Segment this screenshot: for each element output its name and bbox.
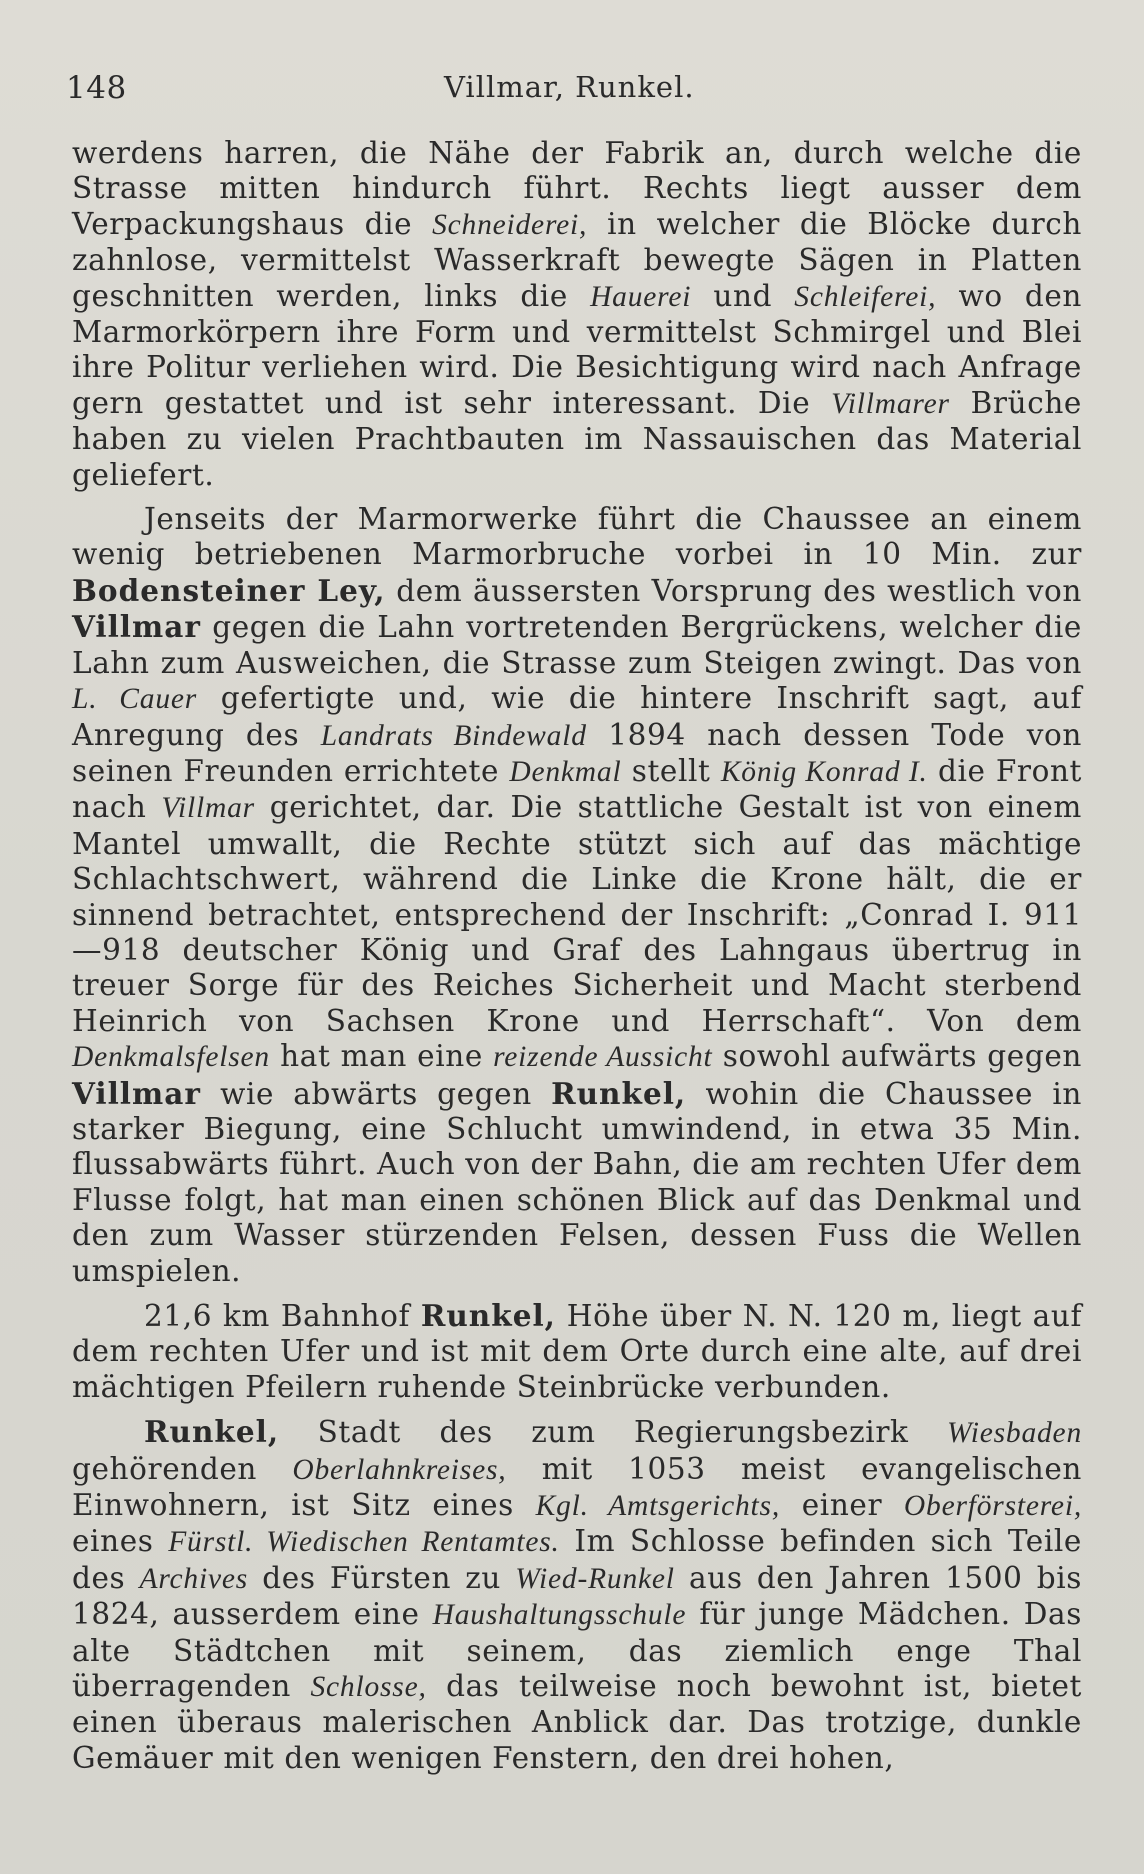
italic-text: Schleiferei, [794, 280, 937, 313]
running-head: Villmar, Runkel. [444, 70, 695, 104]
italic-text: reizende Aussicht [493, 1041, 713, 1074]
italic-text: Landrats Bindewald [320, 719, 587, 752]
paragraph [72, 1298, 1082, 1405]
italic-text: Denkmal [509, 755, 622, 788]
text-run: mit 1053 meist evangelischen Einwohnern, ist Sitz eines [72, 1451, 1082, 1523]
text-run: die Front nach [72, 753, 1083, 825]
text-run: Im Schlosse befinden sich Teile des [72, 1524, 1082, 1595]
text-run: 21,6 km Bahnhof [144, 1299, 421, 1333]
text-run: das teilweise noch bewohnt ist, bietet einen überaus malerischen Anblick dar. Das trotzige, dunkle Gemäuer mit den wenigen Fenstern, den drei hohen, [72, 1669, 1082, 1775]
text-run: wo den Marmorkörpern ihre Form und vermittelst Schmirgel und Blei ihre Politur verliehen wird. Die Besichtigung wird nach Anfrage gern gestattet und ist sehr interessant. Die [72, 278, 1082, 420]
italic-text: Oberförsterei, [903, 1490, 1082, 1523]
paragraph [72, 1414, 1082, 1776]
bold-text: Runkel, [551, 1075, 687, 1111]
text-run: gefertigte und, wie die hintere Inschrift sagt, auf Anregung des [72, 681, 1083, 752]
italic-text: Archives [139, 1562, 249, 1595]
italic-text: Hauerei [590, 280, 692, 313]
italic-text: Schneiderei, [432, 208, 588, 241]
text-run: Höhe über N. N. 120 m, liegt auf dem rechten Ufer und ist mit dem Orte durch eine alte, auf drei mächtigen Pfeilern ruhende Steinbrücke verbunden. [72, 1299, 1082, 1404]
bold-text: Runkel, [144, 1414, 280, 1450]
text-run: dem äussersten Vorsprung des westlich von [385, 573, 1083, 608]
text-run: des Fürsten zu [248, 1560, 516, 1595]
bold-text: Villmar [72, 609, 201, 645]
italic-text: Fürstl. Wiedischen Rentamtes. [168, 1526, 560, 1559]
text-run: aus den Jahren 1500 bis 1824, ausserdem eine [72, 1560, 1082, 1632]
text-run: werdens harren, die Nähe der Fabrik an, durch welche die Strasse mitten hindurch führt. Rechts liegt ausser dem Verpackungshaus die [72, 136, 1082, 241]
italic-text: Wied-Runkel [515, 1562, 675, 1595]
paragraph [72, 136, 1082, 493]
italic-text: Haushaltungsschule [432, 1599, 687, 1632]
text-run: für junge Mädchen. Das alte Städtchen mit seinem, das ziemlich enge Thal überragenden [72, 1597, 1082, 1704]
text-run: gegen die Lahn vortretenden Bergrückens, welcher die Lahn zum Ausweichen, die Strasse zum Steigen zwingt. Das von [72, 610, 1082, 680]
italic-text: Oberlahnkreises, [292, 1453, 507, 1486]
italic-text: Wiesbaden [946, 1417, 1082, 1450]
bold-text: Bodensteiner Ley, [72, 572, 386, 608]
text-run: gehörenden [72, 1451, 293, 1486]
italic-text: Villmar [161, 792, 255, 825]
italic-text: König Konrad I. [720, 755, 928, 788]
italic-text: Kgl. Amtsgerichts, [535, 1490, 780, 1523]
text-run: in welcher die Blöcke durch zahnlose, vermittelst Wasserkraft bewegte Sägen in Platten geschnitten werden, links die [72, 206, 1082, 313]
text-run: gerichtet, dar. Die stattliche Gestalt ist von einem Mantel umwallt, die Rechte stützt sich auf das mächtige Schlachtschwert, während die Linke die Krone hält, die er sinnend betrachtet, entsprechend der Inschrift: „Conrad I. 911—918 deutscher König und Graf des Lahngaus übertrug in treuer Sorge für des Reiches Sicherheit und Macht sterbend Heinrich von Sachsen Krone und Herrschaft“. Von dem [72, 790, 1082, 1038]
text-run: Brüche haben zu vielen Prachtbauten im Nassauischen das Material geliefert. [72, 385, 1082, 492]
page-number: 148 [66, 70, 127, 106]
text-run: wohin die Chaussee in starker Biegung, eine Schlucht umwindend, in etwa 35 Min. flussabwärts führt. Auch von der Bahn, die am rechten Ufer dem Flusse folgt, hat man einen schönen Blick auf das Denkmal und den zum Wasser stürzenden Felsen, dessen Fuss die Wellen umspielen. [72, 1076, 1082, 1288]
text-run: hat man eine [269, 1039, 494, 1074]
italic-text: L. Cauer [72, 683, 198, 716]
paragraph [72, 502, 1082, 1289]
italic-text: Denkmalsfelsen [72, 1041, 270, 1074]
page-header [66, 70, 1078, 110]
body-text [72, 136, 1082, 1776]
text-run: eines [72, 1524, 169, 1559]
italic-text: Villmarer [831, 387, 950, 420]
text-run: und [691, 278, 795, 313]
italic-text: Schlosse, [310, 1671, 427, 1704]
text-run: einer [780, 1488, 904, 1523]
bold-text: Runkel, [420, 1298, 556, 1333]
text-run: 1894 nach dessen Tode von seinen Freunden errichtete [72, 717, 1082, 788]
text-run: sowohl aufwärts gegen [712, 1039, 1082, 1074]
text-run: Jenseits der Marmorwerke führt die Chaussee an einem wenig betriebenen Marmorbruche vorbei in 10 Min. zur [72, 502, 1082, 572]
text-run: wie abwärts gegen [200, 1076, 552, 1111]
text-run: Stadt des zum Regierungsbezirk [279, 1415, 947, 1450]
bold-text: Villmar [72, 1075, 201, 1111]
text-run: stellt [621, 753, 721, 788]
